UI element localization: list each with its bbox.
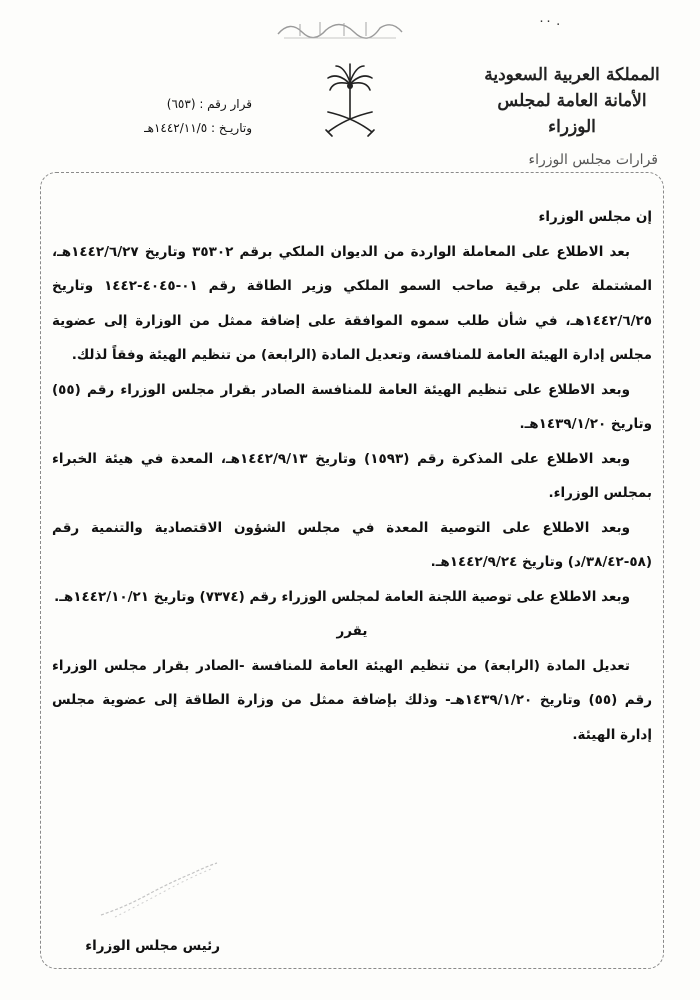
decides-heading: يقرر <box>336 623 368 639</box>
opening-line: إن مجلس الوزراء <box>538 209 652 225</box>
corner-mark: ٠٠ . <box>538 14 561 29</box>
basmala-calligraphy <box>270 14 410 44</box>
signatory-title: رئيس مجلس الوزراء <box>85 938 220 954</box>
paragraph-3: وبعد الاطلاع على المذكرة رقم (١٥٩٣) وتاريخ ١٤٤٢/٩/١٣هـ، المعدة في هيئة الخبراء بمجلس الوزراء. <box>52 450 652 501</box>
palm-and-swords-emblem-icon <box>320 60 380 140</box>
kingdom-name: المملكة العربية السعودية <box>484 65 660 85</box>
paragraph-1: بعد الاطلاع على المعاملة الواردة من الديوان الملكي برقم ٣٥٣٠٢ وتاريخ ١٤٤٢/٦/٢٧هـ، المشتملة على برقية صاحب السمو الملكي وزير الطاقة رقم ٠١-٤٠٤٥-١٤٤٢ وتاريخ ١٤٤٢/٦/٢٥هـ، في شأن طلب سموه الموافقة على إضافة ممثل من الوزارة إلى عضوية مجلس إدارة الهيئة العامة للمنافسة، وتعديل المادة (الرابعة) من تنظيم الهيئة وفقاً لذلك. <box>52 243 652 363</box>
decision-date: وتاريـخ : ١٤٤٢/١١/٥هـ <box>144 121 252 135</box>
decisions-label: قرارات مجلس الوزراء <box>528 152 658 168</box>
decision-body <box>52 200 652 752</box>
paragraph-2: وبعد الاطلاع على تنظيم الهيئة العامة للمنافسة الصادر بقرار مجلس الوزراء رقم (٥٥) وتاريخ ١٤٣٩/١/٢٠هـ. <box>52 381 652 432</box>
secretariat-name: الأمانة العامة لمجلس الوزراء <box>497 91 647 137</box>
paragraph-4: وبعد الاطلاع على التوصية المعدة في مجلس الشؤون الاقتصادية والتنمية رقم (٥٨-٣٨/٤٢/د) وتاريخ ١٤٤٢/٩/٢٤هـ. <box>52 519 652 570</box>
paragraph-5: وبعد الاطلاع على توصية اللجنة العامة لمجلس الوزراء رقم (٧٣٧٤) وتاريخ ١٤٤٢/١٠/٢١هـ. <box>54 588 630 605</box>
issuer-header <box>482 62 662 168</box>
signature-mark <box>95 855 225 925</box>
decision-number: قرار رقم : (٦٥٣) <box>166 97 252 111</box>
resolution-text: تعديل المادة (الرابعة) من تنظيم الهيئة العامة للمنافسة -الصادر بقرار مجلس الوزراء رقم (٥٥) وتاريخ ١٤٣٩/١/٢٠هـ- وذلك بإضافة ممثل من وزارة الطاقة إلى عضوية مجلس إدارة الهيئة. <box>52 657 652 743</box>
decision-reference <box>92 92 252 140</box>
